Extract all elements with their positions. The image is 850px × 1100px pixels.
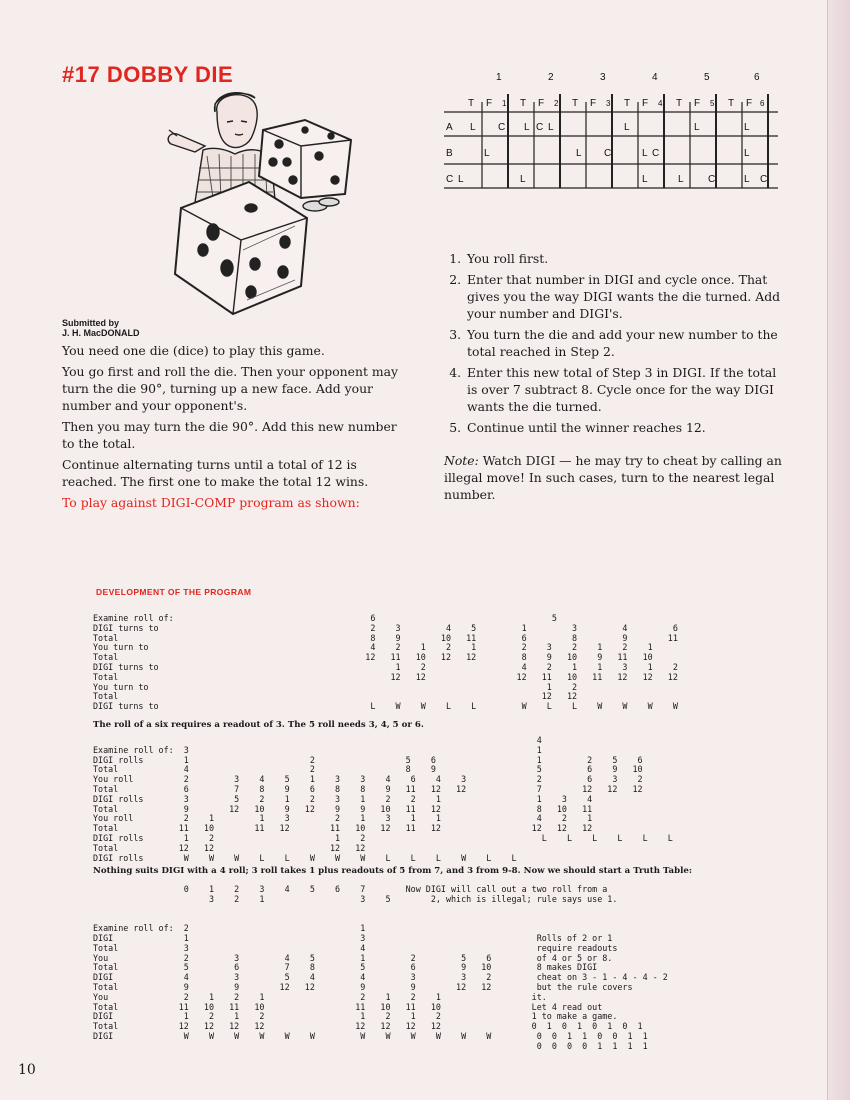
column-number: 1 (502, 99, 507, 108)
wiring-cell: L (744, 174, 750, 185)
wiring-cell: L (744, 148, 750, 159)
wiring-column-label: 3 (600, 72, 606, 83)
column-number: 4 (658, 99, 663, 108)
intro-paragraph: You go first and roll the die. Then your opponent may turn the die 90°, turning up a new face. Add your number and your opponent's. (62, 364, 399, 413)
wiring-cell: L (678, 174, 684, 185)
page-number: 10 (18, 1062, 36, 1078)
wiring-column-label: 5 (704, 72, 710, 83)
man-with-dice-illustration (155, 90, 370, 318)
wiring-cell: L (744, 122, 750, 133)
submitted-name: J. H. MacDONALD (62, 328, 140, 338)
submitted-label: Submitted by (62, 318, 120, 328)
column-number: 6 (760, 99, 765, 108)
development-table-1: Examine roll of: 6 5 DIGI turns to 2 3 4 5 1 3 4 6 Total 8 9 10 11 6 8 9 11 You turn to 4 2 1 2 1 2 3 2 1 2 1 Total 12 11 10 12 12 8 9 10 9 11 10 DIGI turns to 1 2 4 2 1 1 3 1 2 Total 12 12 12 11 10 11 12 12 12 You turn to 1 2 Total 12 12 DIGI turns to L W W L L W L L W W W W (93, 613, 678, 712)
step-item: 5. Continue until the winner reaches 12. (465, 419, 783, 436)
column-number: 5 (710, 99, 715, 108)
tf-label: F (538, 98, 545, 109)
tf-label: T (728, 98, 735, 109)
tf-label: F (694, 98, 701, 109)
development-sentence-1: The roll of a six requires a readout of 3. The 5 roll needs 3, 4, 5 or 6. (93, 720, 424, 730)
column-number: 2 (554, 99, 559, 108)
wiring-cell: L (484, 148, 490, 159)
wiring-row-label: C (446, 174, 454, 185)
wiring-cell: C (760, 174, 768, 185)
tf-label: T (572, 98, 579, 109)
wiring-cell: C (708, 174, 716, 185)
wiring-cell: L (642, 174, 648, 185)
development-sentence-2: Nothing suits DIGI with a 4 roll; 3 roll takes 1 plus readouts of 5 from 7, and 3 from 9-8. Now we should start a Truth Table: (93, 866, 693, 876)
tf-label: T (468, 98, 475, 109)
wiring-cell: L (458, 174, 464, 185)
steps-list-container (445, 250, 783, 440)
truth-table: 0 1 2 3 4 5 6 7 Now DIGI will call out a two roll from a 3 2 1 3 5 2, which is illegal; rule says use 1. Examine roll of: 2 1 DIGI 1 3 Rolls of 2 or 1 Total 3 4 require readouts You 2 3 4 5 1 2 5 6 of 4 or 5 or 8. Total 5 6 7 8 5 6 9 10 8 makes DIGI DIGI 4 3 5 4 4 3 3 2 cheat on 3 - 1 - 4 - 4 - 2 Total 9 9 12 12 9 9 12 12 but the rule covers You 2 1 2 1 2 1 2 1 it. Total 11 10 11 10 11 10 11 10 Let 4 read out DIGI 1 2 1 2 1 2 1 2 1 to make a game. Total 12 12 12 12 12 12 12 12 0 1 0 1 0 1 0 1 DIGI W W W W W W W W W W W W 0 0 1 1 0 0 1 1 0 0 0 0 1 1 1 1 (93, 884, 668, 1051)
wiring-cell: L (576, 148, 582, 159)
tf-label: F (486, 98, 493, 109)
note-text: Watch DIGI — he may try to cheat by calling an illegal move! In such cases, turn to the nearest legal number. (444, 453, 782, 502)
step-item: 2. Enter that number in DIGI and cycle once. That gives you the way DIGI wants the die turned. Add your number and DIGI's. (465, 271, 783, 322)
development-table-2: 4 Examine roll of: 3 1 DIGI rolls 1 2 5 6 1 2 5 6 Total 4 2 8 9 5 6 9 10 You roll 2 3 4 5 1 3 3 4 6 4 3 2 6 3 2 Total 6 7 8 9 6 8 8 9 11 12 12 7 12 12 12 DIGI rolls 3 5 2 1 2 3 1 2 2 1 1 3 4 Total 9 12 10 9 12 9 9 10 11 12 8 10 11 You roll 2 1 1 3 2 1 3 1 1 4 2 1 Total 11 10 11 12 11 10 12 11 12 12 12 12 DIGI rolls 1 2 1 2 L L L L L L Total 12 12 12 12 DIGI rolls W W W L L W W W L L L W L L (93, 735, 673, 863)
note-label: Note: (444, 453, 479, 468)
wiring-cell: L (642, 148, 648, 159)
wiring-column-label: 6 (754, 72, 760, 83)
submitted-by (62, 318, 140, 338)
tf-label: T (520, 98, 527, 109)
wiring-row-label: A (446, 122, 453, 133)
wiring-column-label: 1 (496, 72, 502, 83)
wiring-cell: L (470, 122, 476, 133)
wiring-cell: L (624, 122, 630, 133)
wiring-column-label: 4 (652, 72, 658, 83)
tf-label: F (642, 98, 649, 109)
wiring-cell: L (524, 122, 530, 133)
development-title: DEVELOPMENT OF THE PROGRAM (96, 587, 252, 597)
step-item: 3. You turn the die and add your new number to the total reached in Step 2. (465, 326, 783, 360)
tf-label: T (624, 98, 631, 109)
tf-label: F (746, 98, 753, 109)
note (444, 452, 784, 503)
tf-label: F (590, 98, 597, 109)
wiring-cell: L (694, 122, 700, 133)
column-number: 3 (606, 99, 611, 108)
wiring-cell: L (520, 174, 526, 185)
wiring-cell: C (652, 148, 660, 159)
intro-text (62, 342, 404, 515)
intro-paragraph: You need one die (dice) to play this game. (62, 343, 325, 358)
step-item: 1. You roll first. (465, 250, 783, 267)
wiring-row-label: B (446, 148, 453, 159)
steps-list (445, 250, 783, 436)
page-title: #17 DOBBY DIE (62, 62, 234, 87)
wiring-cell: C (498, 122, 506, 133)
page-edge (827, 0, 850, 1100)
wiring-column-label: 2 (548, 72, 554, 83)
intro-paragraph: Then you may turn the die 90°. Add this new number to the total. (62, 419, 397, 451)
wiring-chart (438, 66, 788, 196)
program-caption: To play against DIGI-COMP program as shown: (62, 495, 360, 510)
step-item: 4. Enter this new total of Step 3 in DIGI. If the total is over 7 subtract 8. Cycle once for the way DIGI wants the die turned. (465, 364, 783, 415)
wiring-cell: C (604, 148, 612, 159)
tf-label: T (676, 98, 683, 109)
wiring-cell: L (548, 122, 554, 133)
wiring-cell: C (536, 122, 544, 133)
intro-paragraph: Continue alternating turns until a total of 12 is reached. The first one to make the total 12 wins. (62, 457, 369, 489)
